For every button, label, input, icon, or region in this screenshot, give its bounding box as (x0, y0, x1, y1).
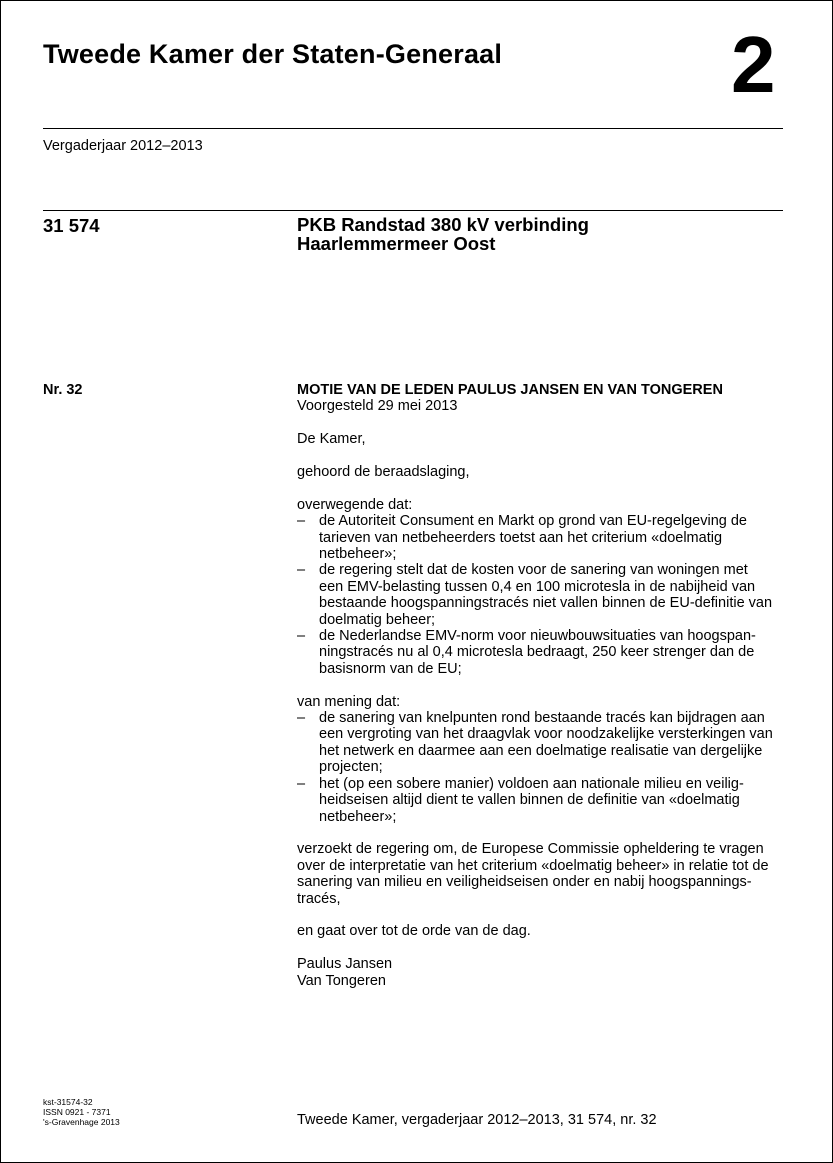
clause-line: het (op een sobere manier) voldoen aan nationale milieu en veilig- (319, 775, 744, 792)
clause-line: netbeheer»; (319, 546, 397, 563)
clause-line: ningstracés nu al 0,4 microtesla bedraagt, 250 keer strenger dan de (319, 644, 755, 661)
request-line: tracés, (297, 890, 341, 907)
clause-line: projecten; (319, 759, 383, 776)
dossier-rule (43, 210, 783, 211)
chamber-number: 2 (731, 20, 776, 109)
footer-citation: Tweede Kamer, vergaderjaar 2012–2013, 31 574, nr. 32 (297, 1112, 657, 1128)
clause-line: netbeheer»; (319, 808, 397, 825)
issn: ISSN 0921 - 7371 (43, 1107, 111, 1118)
motion-title: MOTIE VAN DE LEDEN PAULUS JANSEN EN VAN TONGEREN (297, 382, 723, 398)
clause-line: tarieven van netbeheerders toetst aan het criterium «doelmatig (319, 529, 723, 546)
salutation: De Kamer, (297, 431, 366, 448)
clause-line: basisnorm van de EU; (319, 660, 462, 677)
motion-body (297, 382, 787, 989)
publication-place: 's-Gravenhage 2013 (43, 1117, 120, 1128)
heard-clause: gehoord de beraadslaging, (297, 464, 470, 480)
dossier-number: 31 574 (43, 215, 100, 236)
clause-line: heidseisen altijd dient te vallen binnen de definitie van «doelmatig (319, 792, 740, 809)
request-line: sanering van milieu en veiligheidseisen onder en nabij hoogspannings- (297, 874, 752, 891)
bullet-dash: – (297, 775, 306, 792)
clause-line: het netwerk en daarmee aan een doelmatige realisatie van dergelijke (319, 742, 763, 759)
bullet-dash: – (297, 628, 306, 645)
dossier-title-line: PKB Randstad 380 kV verbinding (297, 214, 589, 235)
opinion-label: van mening dat: (297, 693, 401, 710)
request-line: over de interpretatie van het criterium «doelmatig beheer» in relatie tot de (297, 857, 769, 874)
clause-line: de Nederlandse EMV-norm voor nieuwbouwsituaties van hoogspan- (319, 628, 756, 645)
header-rule (43, 128, 783, 129)
dossier-title (297, 215, 589, 253)
closing-clause: en gaat over tot de orde van de dag. (297, 923, 531, 940)
considering-item (297, 628, 787, 677)
dossier-title-line: Haarlemmermeer Oost (297, 233, 496, 254)
considering-label: overwegende dat: (297, 496, 413, 513)
bullet-dash: – (297, 562, 306, 579)
clause-line: een EMV-belasting tussen 0,4 en 100 microtesla in de nabijheid van (319, 578, 756, 595)
clause-line: de sanering van knelpunten rond bestaande tracés kan bijdragen aan (319, 710, 765, 727)
kst-id: kst-31574-32 (43, 1097, 93, 1107)
considering-item (297, 562, 787, 628)
request-line: verzoekt de regering om, de Europese Commissie opheldering te vragen (297, 841, 764, 858)
clause-line: de regering stelt dat de kosten voor de sanering van woningen met (319, 562, 748, 579)
opinion-item (297, 776, 787, 825)
chamber-title: Tweede Kamer der Staten-Generaal (43, 39, 503, 69)
bullet-dash: – (297, 710, 306, 727)
signatory: Paulus Jansen (297, 956, 393, 973)
clause-line: bestaande hoogspanningstracés niet vallen binnen de EU-definitie van (319, 595, 773, 612)
opinion-item (297, 710, 787, 776)
bullet-dash: – (297, 513, 306, 530)
proposed-date: Voorgesteld 29 mei 2013 (297, 398, 458, 415)
clause-line: doelmatig beheer; (319, 611, 436, 628)
signatory: Van Tongeren (297, 972, 386, 989)
footer-identifiers (43, 1097, 120, 1128)
request-clause (297, 841, 787, 907)
document-number: Nr. 32 (43, 382, 83, 398)
session-year: Vergaderjaar 2012–2013 (43, 138, 203, 154)
clause-line: een vergroting van het draagvlak voor noodzakelijke versterkingen van (319, 726, 773, 743)
clause-line: de Autoriteit Consument en Markt op grond van EU-regelgeving de (319, 513, 747, 530)
considering-item (297, 513, 787, 562)
